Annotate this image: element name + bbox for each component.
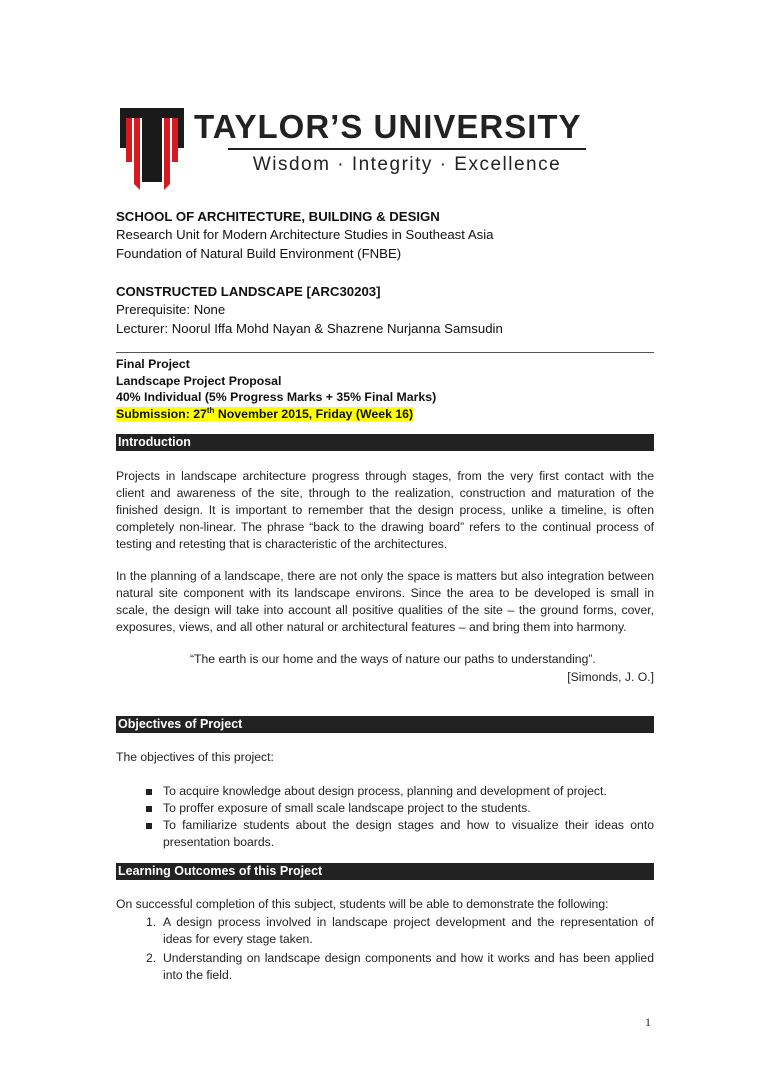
- submission-date: Submission: 27th November 2015, Friday (Week 16): [116, 405, 414, 421]
- foundation-name: Foundation of Natural Build Environment (FNBE): [116, 245, 402, 261]
- project-subtitle: Landscape Project Proposal: [116, 373, 282, 388]
- outcomes-heading: Learning Outcomes of this Project: [116, 863, 654, 880]
- introduction-paragraph-2: In the planning of a landscape, there are not only the space is matters but also integration between natural site component with its landscape environs. Since the area to be developed is small in scale, the design will take into account all positive qualities of the site – the ground forms, cover, exposures, views, and all other natural or architectural features – and bring them into harmony.: [116, 569, 654, 635]
- school-name: SCHOOL OF ARCHITECTURE, BUILDING & DESIGN: [116, 209, 440, 224]
- university-logo: [120, 108, 590, 190]
- taylors-shield-icon: [120, 108, 184, 190]
- project-info: [116, 356, 654, 422]
- logo-motto: Wisdom · Integrity · Excellence: [252, 154, 562, 175]
- list-item: 1. A design process involved in landscape project development and the representation of ideas for every stage taken.: [146, 915, 654, 946]
- list-item: To proffer exposure of small scale landscape project to the students.: [116, 800, 654, 817]
- logo-divider: [228, 148, 586, 150]
- bullet-icon: [146, 806, 152, 812]
- research-unit: Research Unit for Modern Architecture Studies in Southeast Asia: [116, 227, 494, 243]
- bullet-icon: [146, 789, 152, 795]
- introduction-paragraph-1: Projects in landscape architecture progress through stages, from the very first contact with the client and awareness of the site, through to the realization, construction and maturation of the finished design. It is important to remember that the design process, unlike a timeline, is often completely non-linear. The phrase “back to the drawing board” refers to the continual process of testing and retesting that is characteristic of the architectures.: [116, 469, 654, 552]
- course-title: CONSTRUCTED LANDSCAPE [ARC30203]: [116, 284, 381, 299]
- school-header: [116, 208, 654, 263]
- section-divider: [116, 352, 654, 353]
- objectives-heading: Objectives of Project: [116, 716, 654, 733]
- quote-citation: [Simonds, J. O.]: [567, 670, 654, 684]
- page-number: 1: [645, 1015, 651, 1029]
- objectives-list: [116, 783, 654, 851]
- quote: “The earth is our home and the ways of nature our paths to understanding”.: [190, 652, 596, 666]
- prerequisite: Prerequisite: None: [116, 302, 226, 318]
- project-marks: 40% Individual (5% Progress Marks + 35% Final Marks): [116, 390, 437, 404]
- bullet-icon: [146, 823, 152, 829]
- objectives-intro: The objectives of this project:: [116, 750, 274, 764]
- list-item: 2. Understanding on landscape design components and how it works and has been applied into the field.: [146, 951, 654, 982]
- list-item: To familiarize students about the design stages and how to visualize their ideas onto presentation boards.: [116, 817, 654, 851]
- outcomes-list: [116, 914, 654, 986]
- introduction-heading: Introduction: [116, 434, 654, 451]
- list-item: To acquire knowledge about design process, planning and development of project.: [116, 783, 654, 800]
- lecturer: Lecturer: Noorul Iffa Mohd Nayan & Shazrene Nurjanna Samsudin: [116, 320, 503, 336]
- course-info: [116, 283, 654, 338]
- outcomes-intro: On successful completion of this subject, students will be able to demonstrate the following:: [116, 897, 609, 911]
- project-title: Final Project: [116, 357, 190, 371]
- logo-title: TAYLOR’S UNIVERSITY: [194, 108, 582, 145]
